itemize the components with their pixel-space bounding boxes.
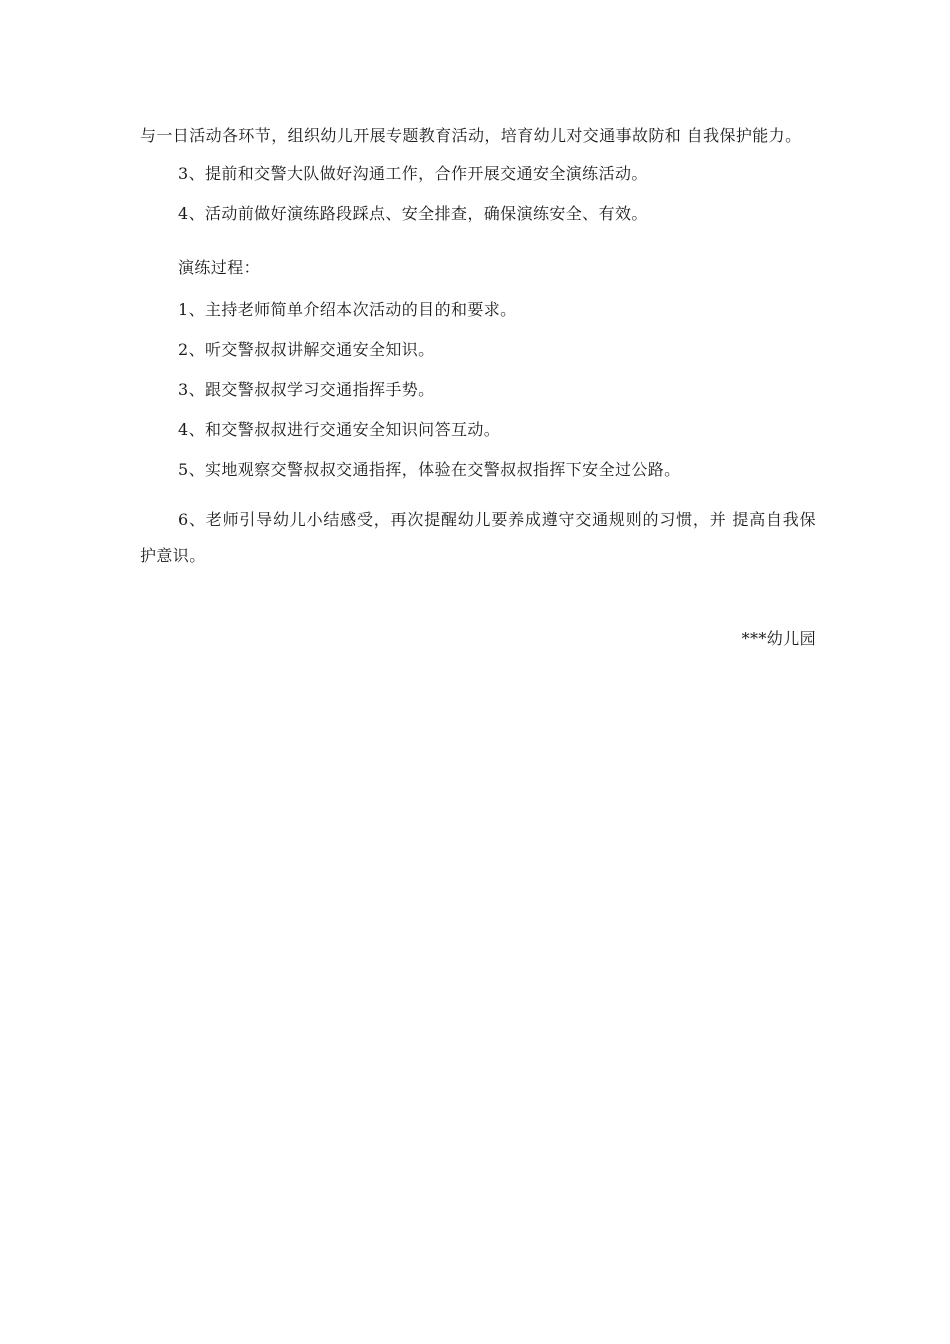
process-item: 3、跟交警叔叔学习交通指挥手势。 bbox=[178, 380, 435, 399]
process-item: 2、听交警叔叔讲解交通安全知识。 bbox=[178, 340, 435, 359]
process-list bbox=[140, 290, 816, 490]
process-item: 1、主持老师简单介绍本次活动的目的和要求。 bbox=[178, 300, 517, 319]
prep-item: 4、活动前做好演练路段踩点、安全排查，确保演练安全、有效。 bbox=[178, 204, 648, 223]
prep-item: 3、提前和交警大队做好沟通工作，合作开展交通安全演练活动。 bbox=[178, 164, 648, 183]
signature: ***幼儿园 bbox=[741, 629, 816, 648]
document-body bbox=[140, 118, 816, 654]
preparation-list bbox=[140, 154, 816, 234]
closing-paragraph: 6、老师引导幼儿小结感受，再次提醒幼儿要养成遵守交通规则的习惯，并 提高自我保护意识。 bbox=[140, 510, 816, 565]
process-item: 4、和交警叔叔进行交通安全知识问答互动。 bbox=[178, 420, 501, 439]
process-heading: 演练过程： bbox=[178, 258, 261, 277]
process-item: 5、实地观察交警叔叔交通指挥，体验在交警叔叔指挥下安全过公路。 bbox=[178, 460, 681, 479]
intro-paragraph: 与一日活动各环节，组织幼儿开展专题教育活动，培育幼儿对交通事故防和 自我保护能力。 bbox=[140, 126, 802, 145]
